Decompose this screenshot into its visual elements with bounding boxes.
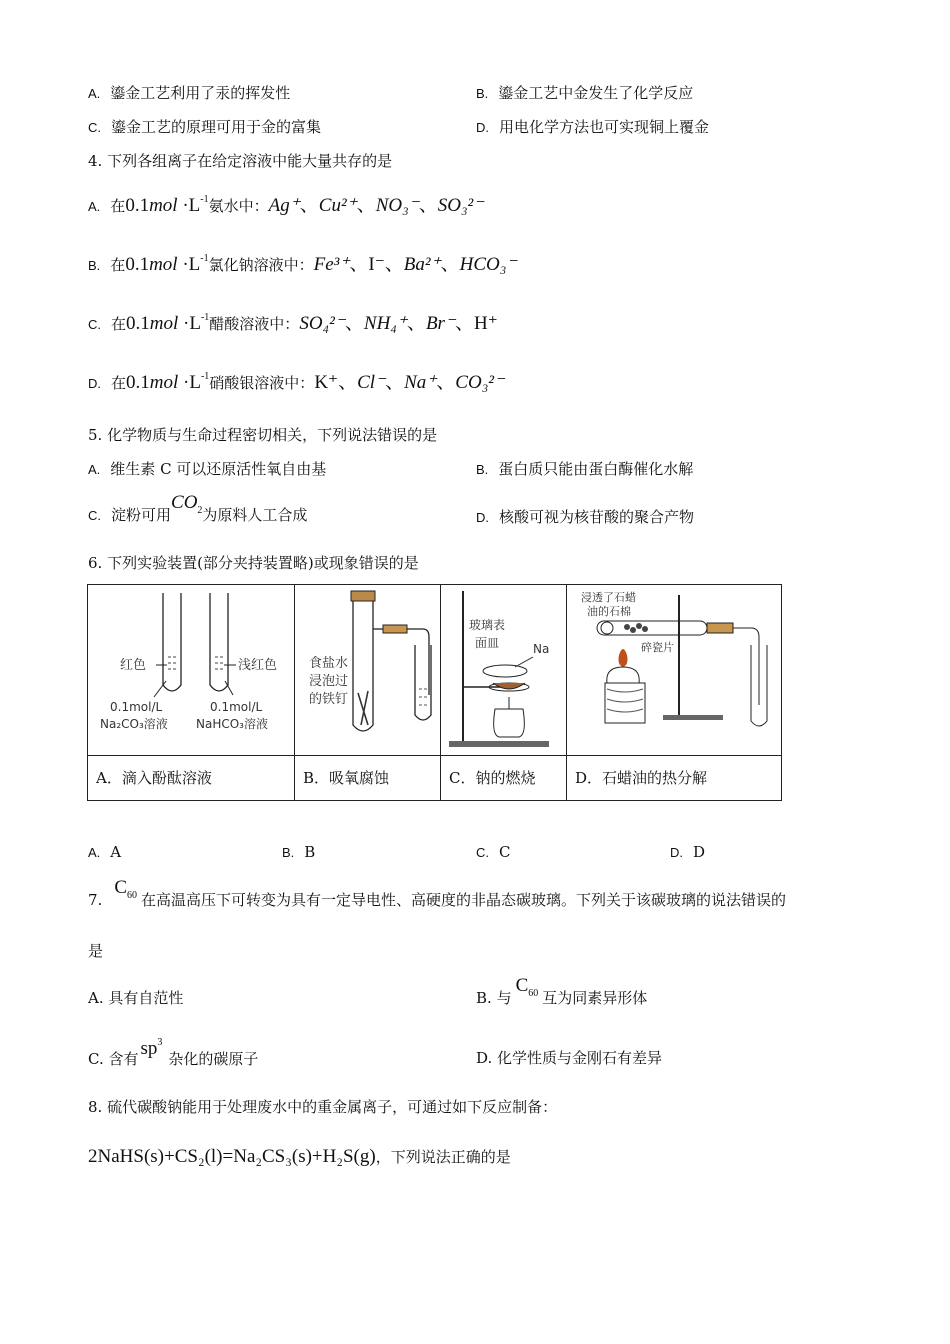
solvent-text: 硝酸银溶液中： <box>209 374 315 392</box>
option-text: 互为同素异形体 <box>542 989 648 1007</box>
formula: CO <box>171 492 198 513</box>
conc-unit-l: ·L <box>183 313 201 334</box>
prefix-text: 在 <box>110 197 126 215</box>
concentration <box>125 195 208 216</box>
option-text: 用电化学方法也可实现铜上覆金 <box>499 118 710 136</box>
option-text: 与 <box>496 989 512 1007</box>
q6-stem: 6. 下列实验装置(部分夹持装置略)或现象错误的是 <box>88 554 419 572</box>
option-label: D. <box>670 845 683 860</box>
q6-answer-c <box>476 843 510 861</box>
option-label: C. <box>88 508 101 523</box>
option-label: D. <box>88 376 101 391</box>
label-nahco3: NaHCO₃溶液 <box>196 717 268 731</box>
ion: SO₄²⁻ <box>299 313 345 334</box>
label-watch-glass: 玻璃表 <box>469 618 506 632</box>
sodium-burning-diagram <box>441 585 566 755</box>
option-text: C <box>499 843 511 861</box>
option-label: D. <box>476 120 489 135</box>
formula: C <box>114 877 127 898</box>
conc-unit: mol <box>149 313 179 334</box>
label-conc-1: 0.1mol/L <box>110 700 163 714</box>
stem-text: 在高温高压下可转变为具有一定导电性、高硬度的非晶态碳玻璃。下列关于该碳玻璃的说法错误的 <box>141 891 787 909</box>
option-text: 鎏金工艺的原理可用于金的富集 <box>111 118 322 136</box>
ion: CO₃²⁻ <box>455 372 505 393</box>
conc-unit: mol <box>149 195 178 216</box>
option-text: 蛋白质只能由蛋白酶催化水解 <box>498 460 694 478</box>
caption-text: D．石蜡油的热分解 <box>575 769 708 787</box>
q8-stem: 8. 硫代碳酸钠能用于处理废水中的重金属离子，可通过如下反应制备： <box>88 1098 558 1116</box>
formula-sub: 2 <box>197 505 203 516</box>
conc-value: 0.1 <box>125 254 150 275</box>
option-label: C. <box>88 1050 104 1068</box>
q6-answer-b <box>282 843 315 861</box>
q5-option-a <box>88 458 326 479</box>
ion: NO₃⁻ <box>375 195 419 216</box>
ion: I⁻ <box>368 254 385 275</box>
rusting-diagram <box>295 585 440 755</box>
panel-a-figure <box>88 585 295 756</box>
option-text: 鎏金工艺中金发生了化学反应 <box>498 84 694 102</box>
solvent-text: 氨水中： <box>208 197 269 215</box>
q7-option-c <box>88 1037 259 1070</box>
option-label: B. <box>476 86 489 101</box>
caption-text: C．钠的燃烧 <box>449 769 536 787</box>
ion-list: K⁺、Cl⁻、Na⁺、CO₃²⁻ <box>314 372 505 393</box>
q4-option-d <box>88 367 504 394</box>
formula-sup: 3 <box>157 1037 163 1048</box>
option-label: A. <box>88 989 104 1007</box>
option-label: B. <box>282 845 295 860</box>
conc-value: 0.1 <box>126 372 150 393</box>
q4-stem: 4. 下列各组离子在给定溶液中能大量共存的是 <box>88 152 393 170</box>
option-text: A <box>110 843 122 861</box>
conc-value: 0.1 <box>125 195 150 216</box>
conc-exp: -1 <box>200 312 210 323</box>
solvent-text: 醋酸溶液中： <box>209 315 300 333</box>
q3-option-d <box>476 116 709 137</box>
option-text: 具有自范性 <box>108 989 184 1007</box>
option-label: A. <box>88 86 101 101</box>
option-text: 含有 <box>108 1050 139 1068</box>
formula-sub: 60 <box>127 890 137 901</box>
label-soaked-paraffin: 浸透了石蜡 <box>581 591 636 604</box>
option-label: B. <box>88 258 101 273</box>
label-asbestos: 油的石棉 <box>587 605 631 618</box>
concentration <box>125 254 208 275</box>
reaction-equation: 2NaHS(s)+CS₂(l)=Na₂CS₃(s)+H₂S(g) <box>88 1146 376 1167</box>
label-saltwater: 食盐水 <box>309 656 349 671</box>
option-label: A. <box>88 199 101 214</box>
ion: HCO₃⁻ <box>459 254 517 275</box>
q4-option-b <box>88 249 516 276</box>
conc-value: 0.1 <box>126 313 150 334</box>
panel-d-caption <box>567 756 782 801</box>
option-label: C. <box>88 120 101 135</box>
q3-option-c <box>88 116 321 137</box>
option-label: D. <box>476 510 489 525</box>
q6-answer-a <box>88 843 121 861</box>
solvent-text: 氯化钠溶液中： <box>208 256 314 274</box>
ion: K⁺ <box>314 372 339 393</box>
q4-option-a <box>88 190 483 217</box>
option-text: B <box>304 843 316 861</box>
ion: Ba²⁺ <box>403 254 441 275</box>
conc-exp: -1 <box>200 253 209 264</box>
experiment-table <box>87 584 782 801</box>
conc-unit: mol <box>149 372 179 393</box>
q3-option-b <box>476 82 693 103</box>
label-na: Na <box>533 642 550 656</box>
formula: sp <box>140 1038 158 1059</box>
q5-option-d <box>476 506 694 527</box>
q7-option-d <box>476 1047 662 1068</box>
question-number: 7. <box>88 891 103 909</box>
option-label: B. <box>476 462 489 477</box>
ion-list: SO₄²⁻、NH₄⁺、Br⁻、H⁺ <box>299 313 498 334</box>
option-label: D. <box>476 1049 493 1067</box>
conc-exp: -1 <box>200 371 210 382</box>
q7-option-b <box>476 975 648 1011</box>
prefix-text: 在 <box>110 256 126 274</box>
ion-list: Ag⁺、Cu²⁺、NO₃⁻、SO₃²⁻ <box>268 195 484 216</box>
panel-b-caption <box>295 756 441 801</box>
q5-stem: 5. 化学物质与生命过程密切相关，下列说法错误的是 <box>88 426 438 444</box>
panel-a-caption <box>88 756 295 801</box>
prefix-text: 在 <box>111 374 127 392</box>
panel-d-figure <box>567 585 782 756</box>
option-text: D <box>693 843 706 861</box>
ion: H⁺ <box>473 313 498 334</box>
q4-option-c <box>88 308 498 335</box>
sp3-formula <box>141 1038 163 1059</box>
label-soaked: 浸泡过 <box>309 674 349 689</box>
conc-unit-l: ·L <box>183 372 201 393</box>
ion: Cl⁻ <box>357 372 386 393</box>
q7-option-a <box>88 987 183 1008</box>
label-light-red: 浅红色 <box>238 658 278 673</box>
caption-text: B．吸氧腐蚀 <box>303 769 390 787</box>
option-text: 为原料人工合成 <box>202 506 308 524</box>
q8-equation-line <box>88 1146 511 1168</box>
concentration <box>126 313 209 334</box>
option-label: C. <box>88 317 101 332</box>
ion: Na⁺ <box>404 372 437 393</box>
panel-b-figure <box>295 585 441 756</box>
caption-text: A．滴入酚酞溶液 <box>96 769 212 787</box>
option-text: 核酸可视为核苷酸的聚合产物 <box>499 508 695 526</box>
option-label: A. <box>88 462 101 477</box>
q7-stem <box>88 877 787 913</box>
ion: Ag⁺ <box>268 195 300 216</box>
conc-unit: mol <box>149 254 178 275</box>
label-porcelain: 碎瓷片 <box>641 641 674 654</box>
co2-formula <box>171 492 203 516</box>
conc-unit-l: ·L <box>182 195 201 216</box>
option-text: 杂化的碳原子 <box>168 1050 259 1068</box>
q6-answer-d <box>670 843 705 861</box>
label-iron-nail: 的铁钉 <box>309 692 349 707</box>
ion: Fe³⁺ <box>313 254 350 275</box>
option-label: A. <box>88 845 101 860</box>
test-tubes-diagram <box>88 585 294 755</box>
panel-c-caption <box>441 756 567 801</box>
q7-stem-tail: 是 <box>88 942 104 960</box>
c60-formula <box>114 877 137 901</box>
stem-text: ，下列说法正确的是 <box>375 1148 511 1166</box>
option-text: 鎏金工艺利用了汞的挥发性 <box>110 84 291 102</box>
label-red: 红色 <box>120 658 147 673</box>
q5-option-b <box>476 458 693 479</box>
ion: NH₄⁺ <box>363 313 407 334</box>
conc-exp: -1 <box>200 194 209 205</box>
label-dish: 面皿 <box>475 636 500 650</box>
label-na2co3: Na₂CO₃溶液 <box>100 717 168 731</box>
option-text: 化学性质与金刚石有差异 <box>497 1049 663 1067</box>
q3-option-a <box>88 82 290 103</box>
label-conc-2: 0.1mol/L <box>210 700 263 714</box>
ion: SO₃²⁻ <box>437 195 484 216</box>
option-text: 维生素 C 可以还原活性氧自由基 <box>110 460 327 478</box>
ion-list: Fe³⁺、I⁻、Ba²⁺、HCO₃⁻ <box>313 254 517 275</box>
ion: Cu²⁺ <box>318 195 357 216</box>
c60-formula <box>515 975 539 999</box>
paraffin-cracking-diagram <box>567 585 781 755</box>
panel-c-figure <box>441 585 567 756</box>
q5-option-c <box>88 492 308 528</box>
prefix-text: 在 <box>111 315 127 333</box>
option-label: C. <box>476 845 489 860</box>
formula-sub: 60 <box>528 988 539 999</box>
ion: Br⁻ <box>425 313 455 334</box>
formula: C <box>515 975 529 996</box>
option-text: 淀粉可用 <box>111 506 172 524</box>
conc-unit-l: ·L <box>182 254 201 275</box>
option-label: B. <box>476 989 492 1007</box>
concentration <box>126 372 209 393</box>
